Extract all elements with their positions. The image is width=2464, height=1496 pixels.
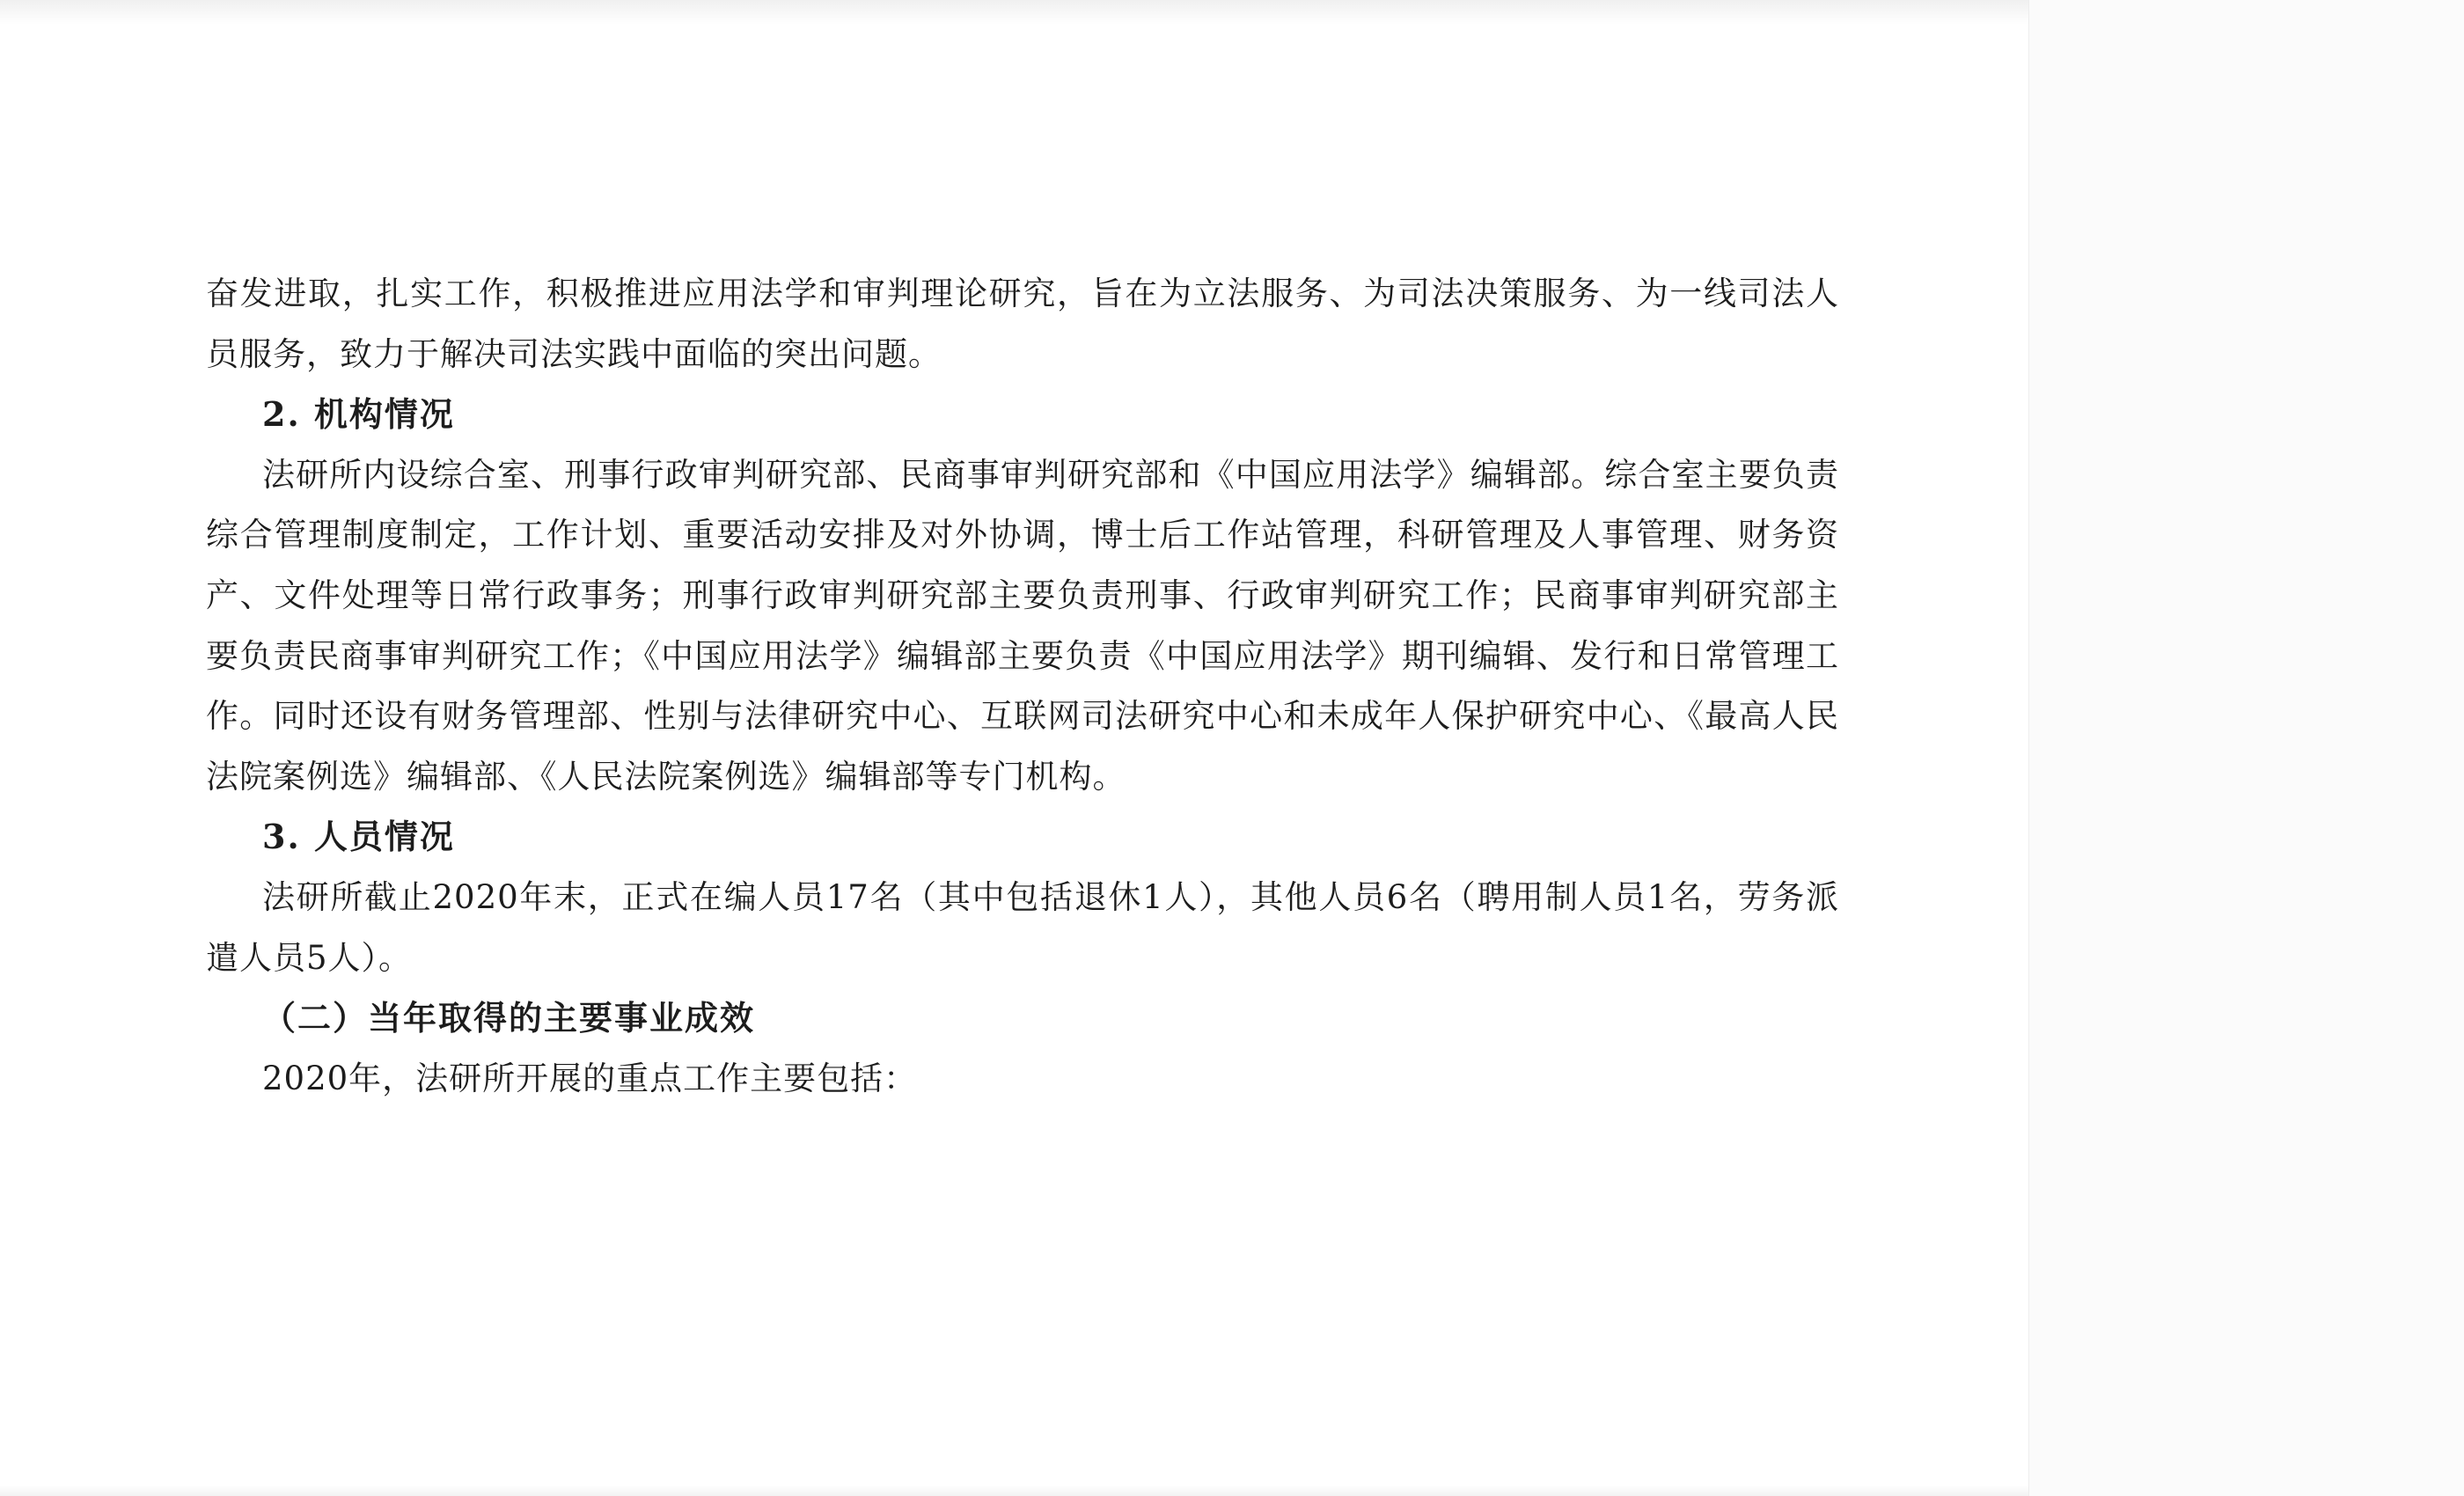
document-body (206, 264, 1839, 1109)
paragraph-personnel: 法研所截止2020年末，正式在编人员17名（其中包括退休1人），其他人员6名（聘用制人员1名，劳务派遣人员5人）。 (206, 877, 1839, 977)
paragraph-mission: 奋发进取，扎实工作，积极推进应用法学和审判理论研究，旨在为立法服务、为司法决策服务、为一线司法人员服务，致力于解决司法实践中面临的突出问题。 (206, 275, 1839, 373)
heading-organization: 2. 机构情况 (262, 394, 455, 435)
paragraph-organization: 法研所内设综合室、刑事行政审判研究部、民商事审判研究部和《中国应用法学》编辑部。综合室主要负责综合管理制度制定，工作计划、重要活动安排及对外协调，博士后工作站管理，科研管理及人事管理、财务资产、文件处理等日常行政事务；刑事行政审判研究部主要负责刑事、行政审判研究工作；民商事审判研究部主要负责民商事审判研究工作；《中国应用法学》编辑部主要负责《中国应用法学》期刊编辑、发行和日常管理工作。同时还设有财务管理部、性别与法律研究中心、互联网司法研究中心和未成年人保护研究中心、《最高人民法院案例选》编辑部、《人民法院案例选》编辑部等专门机构。 (206, 455, 1839, 796)
heading-personnel: 3. 人员情况 (262, 817, 455, 857)
paragraph-key-work: 2020年，法研所开展的重点工作主要包括： (262, 1059, 918, 1097)
heading-achievements: （二）当年取得的主要事业成效 (262, 998, 756, 1038)
